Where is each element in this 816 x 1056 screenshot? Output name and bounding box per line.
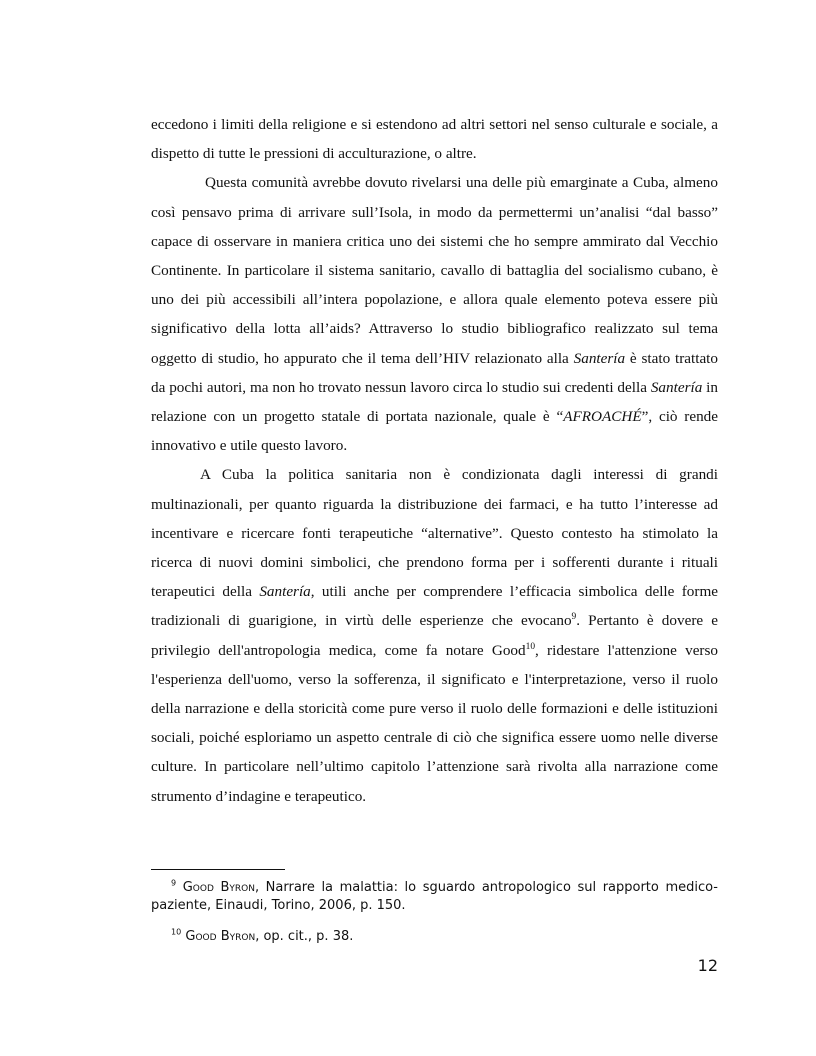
santeria-term: Santería <box>259 583 311 601</box>
footnotes <box>151 879 718 959</box>
footnote-text: , Narrare la malattia: lo sguardo antropologico sul rapporto medico-paziente, Einaudi, Torino, 2006, p. 150. <box>151 880 718 913</box>
paragraph-1: eccedono i limiti della religione e si estendono ad altri settori nel senso culturale e sociale, a dispetto di tutte le pressioni di acculturazione, o altre. <box>151 116 718 163</box>
footnote-ref-10[interactable]: 10 <box>525 641 536 652</box>
page-number: 12 <box>697 956 718 975</box>
afroache-term: AFROACHÉ <box>563 408 642 426</box>
paragraph-2-text-3: in relazione con un progetto statale di portata nazionale, quale è “ <box>151 378 718 426</box>
paragraph-3 <box>151 460 718 810</box>
footnote-separator <box>151 869 285 870</box>
footnote-author: Good Byron <box>185 929 256 944</box>
paragraph-3-text-4: , ridestare l'attenzione verso l'esperienza dell'uomo, verso la sofferenza, il significato e l'interpretazione, verso il ruolo della narrazione e della storicità come pure verso il ruolo delle formazioni e delle istituzioni sociali, poiché esploriamo un aspetto centrale di ciò che significa essere uomo nelle diverse culture. In particolare nell’ultimo capitolo l’attenzione sarà rivolta alla narrazione come strumento d’indagine e terapeutico. <box>151 641 718 805</box>
footnote-10 <box>151 928 718 946</box>
footnote-9 <box>151 879 718 915</box>
paragraph-2 <box>151 168 718 460</box>
paragraph-3-text-2: , utili anche per comprendere l’efficacia simbolica delle forme tradizionali di guarigione, in virtù delle esperienze che evocano <box>151 583 718 630</box>
paragraph-2-text-1: Questa comunità avrebbe dovuto rivelarsi una delle più emarginate a Cuba, almeno così pensavo prima di arrivare sull’Isola, in modo da permettermi un’analisi “dal basso” capace di osservare in maniera critica uno dei sistemi che ho sempre ammirato dal Vecchio Continente. In particolare il sistema sanitario, cavallo di battaglia del socialismo cubano, è uno dei più accessibili all’intera popolazione, e allora quale elemento poteva essere più significativo della lotta all’aids? Attraverso lo studio bibliografico realizzato sul tema oggetto di studio, ho appurato che il tema dell’HIV relazionato alla <box>151 174 718 367</box>
paragraph-3-text-3: . Pertanto è dovere e privilegio dell'antropologia medica, come fa notare Good <box>151 612 718 659</box>
footnote-text: , op. cit., p. 38. <box>255 929 354 944</box>
paragraph-2-text-2: è stato trattato da pochi autori, ma non ho trovato nessun lavoro circa lo studio sui credenti della <box>151 349 718 396</box>
santeria-term: Santería <box>650 378 703 396</box>
main-text <box>151 110 718 811</box>
footnote-author: Good Byron <box>182 880 255 895</box>
paragraph-3-text-1: A Cuba la politica sanitaria non è condizionata dagli interessi di grandi multinazionali, per quanto riguarda la distribuzione dei farmaci, e ha tutto l’interesse ad incentivare e ricercare fonti terapeutiche “alternative”. Questo contesto ha stimolato la ricerca di nuovi domini simbolici, che prendono forma per i sofferenti durante i rituali terapeutici della <box>151 466 718 601</box>
footnote-number: 10 <box>171 927 182 937</box>
footnote-ref-9[interactable]: 9 <box>571 612 577 623</box>
santeria-term: Santería <box>573 349 626 367</box>
footnote-number: 9 <box>171 878 177 888</box>
paragraph-2-text-4: ”, ciò rende innovativo e utile questo lavoro. <box>151 408 718 455</box>
